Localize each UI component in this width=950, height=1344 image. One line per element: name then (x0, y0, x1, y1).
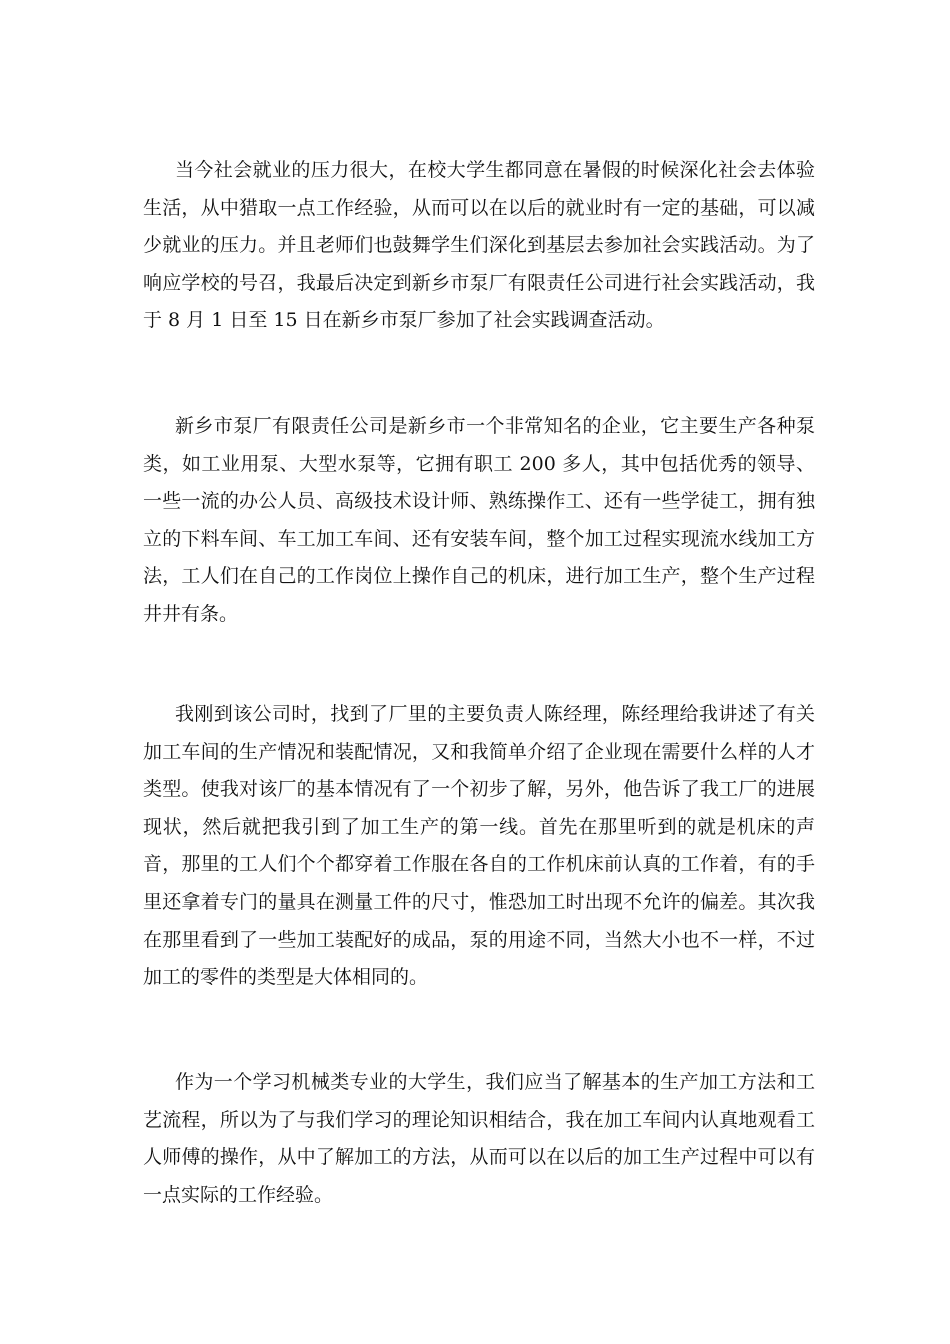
paragraph-intro: 当今社会就业的压力很大，在校大学生都同意在暑假的时候深化社会去体验生活，从中猎取一点工作经验，从而可以在以后的就业时有一定的基础，可以减少就业的压力。并且老师们也鼓舞学生们深化到基层去参加社会实践活动。为了响应学校的号召，我最后决定到新乡市泵厂有限责任公司进行社会实践活动，我于 8 月 1 日至 15 日在新乡市泵厂参加了社会实践调查活动。 (143, 159, 815, 332)
paragraph-learning-goal: 作为一个学习机械类专业的大学生，我们应当了解基本的生产加工方法和工艺流程，所以为了与我们学习的理论知识相结合，我在加工车间内认真地观看工人师傅的操作，从中了解加工的方法，从而可以在以后的加工生产过程中可以有一点实际的工作经验。 (143, 1071, 815, 1206)
paragraph-workshop-visit: 我刚到该公司时，找到了厂里的主要负责人陈经理，陈经理给我讲述了有关加工车间的生产情况和装配情况，又和我简单介绍了企业现在需要什么样的人才类型。使我对该厂的基本情况有了一个初步了解，另外，他告诉了我工厂的进展现状，然后就把我引到了加工生产的第一线。首先在那里听到的就是机床的声音，那里的工人们个个都穿着工作服在各自的工作机床前认真的工作着，有的手里还拿着专门的量具在测量工件的尺寸，惟恐加工时出现不允许的偏差。其次我在那里看到了一些加工装配好的成品，泵的用途不同，当然大小也不一样，不过加工的零件的类型是大体相同的。 (143, 703, 815, 989)
paragraph-company-overview: 新乡市泵厂有限责任公司是新乡市一个非常知名的企业，它主要生产各种泵类，如工业用泵、大型水泵等，它拥有职工 200 多人，其中包括优秀的领导、一些一流的办公人员、高级技术设计师、熟练操作工、还有一些学徒工，拥有独立的下料车间、车工加工车间、还有安装车间，整个加工过程实现流水线加工方法，工人们在自己的工作岗位上操作自己的机床，进行加工生产，整个生产过程井井有条。 (143, 415, 815, 625)
